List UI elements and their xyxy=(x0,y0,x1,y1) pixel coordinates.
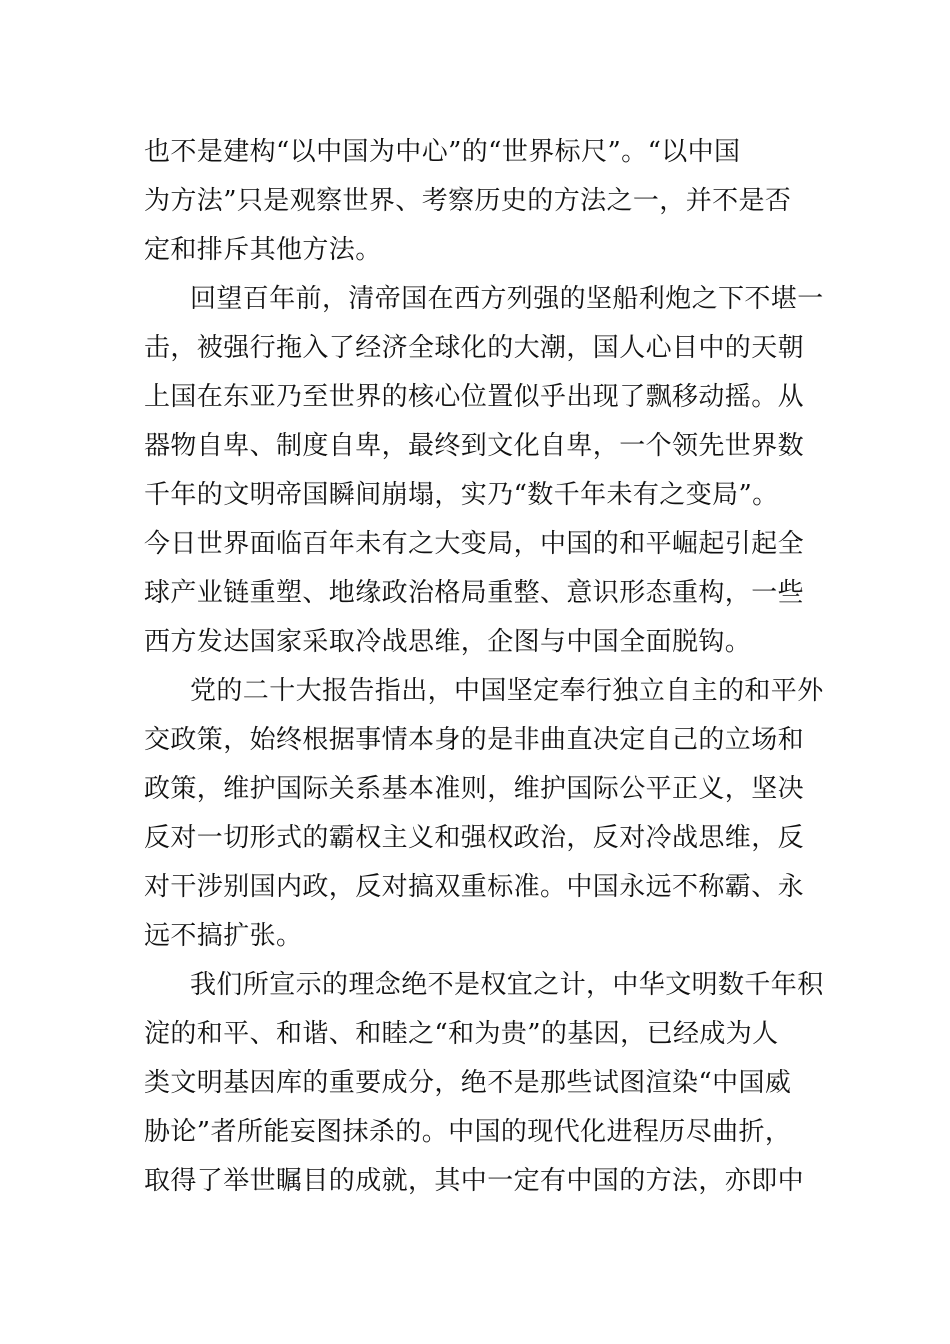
paragraph-first-line: 回望百年前，清帝国在西方列强的坚船利炮之下不堪一 xyxy=(190,284,824,314)
text-line: 球产业链重塑、地缘政治格局重整、意识形态重构，一些 xyxy=(144,578,805,608)
text-line: 上国在东亚乃至世界的核心位置似乎出现了飘移动摇。从 xyxy=(144,382,805,412)
text-line: 政策，维护国际关系基本准则，维护国际公平正义，坚决 xyxy=(144,774,805,804)
text-line: 为方法”只是观察世界、考察历史的方法之一，并不是否 xyxy=(144,186,792,216)
text-line: 反对一切形式的霸权主义和强权政治，反对冷战思维，反 xyxy=(144,823,805,853)
text-line: 器物自卑、制度自卑，最终到文化自卑，一个领先世界数 xyxy=(144,431,805,461)
paragraph-first-line: 党的二十大报告指出，中国坚定奉行独立自主的和平外 xyxy=(190,676,824,706)
text-line: 定和排斥其他方法。 xyxy=(144,235,382,265)
text-line: 也不是建构“以中国为中心”的“世界标尺”。“以中国 xyxy=(144,137,741,167)
text-line: 西方发达国家采取冷战思维，企图与中国全面脱钩。 xyxy=(144,627,752,657)
text-line: 远不搞扩张。 xyxy=(144,921,303,951)
body-text xyxy=(144,128,824,1206)
text-line: 今日世界面临百年未有之大变局，中国的和平崛起引起全 xyxy=(144,529,805,559)
text-line: 对干涉别国内政，反对搞双重标准。中国永远不称霸、永 xyxy=(144,872,805,902)
paragraph-first-line: 我们所宣示的理念绝不是权宜之计，中华文明数千年积 xyxy=(190,970,824,1000)
text-line: 胁论”者所能妄图抹杀的。中国的现代化进程历尽曲折， xyxy=(144,1117,792,1147)
text-line: 击，被强行拖入了经济全球化的大潮，国人心目中的天朝 xyxy=(144,333,805,363)
text-line: 千年的文明帝国瞬间崩塌，实乃“数千年未有之变局”。 xyxy=(144,480,779,510)
text-line: 取得了举世瞩目的成就，其中一定有中国的方法，亦即中 xyxy=(144,1166,805,1196)
text-line: 类文明基因库的重要成分，绝不是那些试图渲染“中国威 xyxy=(144,1068,792,1098)
text-line: 交政策，始终根据事情本身的是非曲直决定自己的立场和 xyxy=(144,725,805,755)
text-line: 淀的和平、和谐、和睦之“和为贵”的基因，已经成为人 xyxy=(144,1019,779,1049)
